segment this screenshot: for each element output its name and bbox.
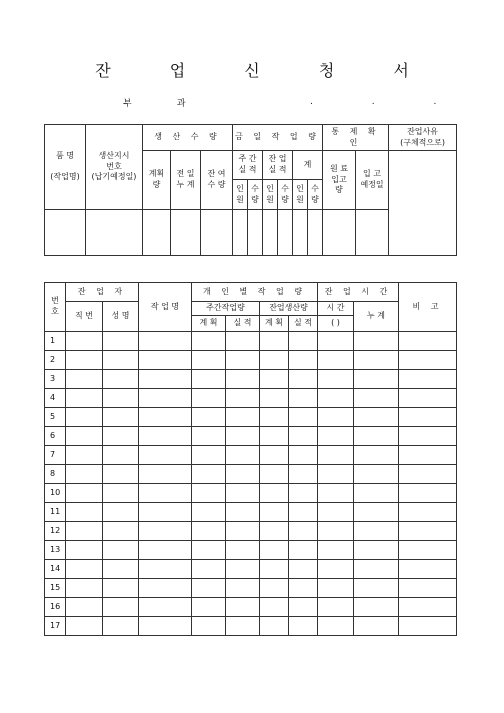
row-cell[interactable] — [139, 598, 192, 617]
row-number: 5 — [45, 408, 66, 427]
row-cell[interactable] — [354, 408, 399, 427]
row-cell[interactable] — [354, 522, 399, 541]
row-cell[interactable] — [318, 446, 354, 465]
row-cell[interactable] — [318, 503, 354, 522]
row-cell[interactable] — [103, 370, 139, 389]
row-cell[interactable] — [318, 389, 354, 408]
control-check-header: 통 제 확 인 — [323, 125, 389, 151]
row-cell[interactable] — [260, 579, 289, 598]
remarks-header: 비 고 — [399, 283, 457, 332]
row-cell[interactable] — [318, 370, 354, 389]
row-cell[interactable] — [260, 522, 289, 541]
total-header: 계 — [293, 151, 323, 180]
row-cell[interactable] — [66, 522, 103, 541]
row-cell[interactable] — [103, 351, 139, 370]
row-cell[interactable] — [192, 598, 226, 617]
row-cell[interactable] — [399, 484, 457, 503]
table-row — [45, 446, 457, 465]
row-cell[interactable] — [399, 370, 457, 389]
row-cell[interactable] — [354, 617, 399, 636]
table-row — [45, 332, 457, 351]
row-number: 14 — [45, 560, 66, 579]
production-order-header: 생산지시 번호 (납기예정일) — [86, 125, 143, 210]
date-dots: . . . — [310, 97, 465, 107]
day-plan-header: 계 획 — [192, 316, 226, 332]
row-cell[interactable] — [318, 351, 354, 370]
row-cell[interactable] — [139, 503, 192, 522]
row-cell[interactable] — [399, 617, 457, 636]
row-cell[interactable] — [260, 351, 289, 370]
row-cell[interactable] — [354, 484, 399, 503]
row-cell[interactable] — [103, 408, 139, 427]
overtime-reason-header: 잔업사유 (구체적으로) — [389, 125, 457, 151]
row-cell[interactable] — [66, 579, 103, 598]
table-row — [45, 370, 457, 389]
table-row — [45, 389, 457, 408]
row-cell[interactable] — [289, 427, 318, 446]
row-cell[interactable] — [226, 389, 260, 408]
row-cell[interactable] — [192, 389, 226, 408]
row-cell[interactable] — [260, 465, 289, 484]
prev-cumulative-header: 전 일 누 계 — [171, 151, 201, 210]
row-cell[interactable] — [399, 560, 457, 579]
cumulative-header: 누 계 — [354, 302, 399, 332]
row-cell[interactable] — [399, 579, 457, 598]
ot-qty-header: 수 량 — [278, 180, 293, 210]
row-cell[interactable] — [66, 617, 103, 636]
row-cell[interactable] — [103, 598, 139, 617]
row-cell[interactable] — [260, 370, 289, 389]
row-cell[interactable] — [66, 408, 103, 427]
material-in-qty-header: 원 료 입고 량 — [323, 151, 356, 210]
worker-name-header: 성 명 — [103, 302, 139, 332]
table-row — [45, 560, 457, 579]
row-cell[interactable] — [399, 598, 457, 617]
row-cell[interactable] — [399, 446, 457, 465]
row-cell[interactable] — [226, 503, 260, 522]
worker-table — [44, 282, 457, 636]
row-cell[interactable] — [103, 503, 139, 522]
row-cell[interactable] — [260, 598, 289, 617]
row-cell[interactable] — [66, 370, 103, 389]
row-cell[interactable] — [399, 465, 457, 484]
row-cell[interactable] — [289, 465, 318, 484]
row-cell[interactable] — [139, 617, 192, 636]
row-cell[interactable] — [103, 465, 139, 484]
ot-result-header: 실 적 — [289, 316, 318, 332]
row-cell[interactable] — [139, 522, 192, 541]
row-cell[interactable] — [66, 484, 103, 503]
item-name-header: 품 명 (작업명) — [45, 125, 86, 210]
row-cell[interactable] — [139, 370, 192, 389]
row-cell[interactable] — [318, 598, 354, 617]
row-cell[interactable] — [260, 408, 289, 427]
row-cell[interactable] — [192, 408, 226, 427]
row-cell[interactable] — [103, 446, 139, 465]
row-cell[interactable] — [139, 351, 192, 370]
row-number: 11 — [45, 503, 66, 522]
department-line — [123, 96, 185, 109]
row-cell[interactable] — [354, 332, 399, 351]
today-work-header: 금 일 작 업 량 — [233, 125, 323, 151]
row-cell[interactable] — [354, 465, 399, 484]
table-row — [45, 522, 457, 541]
row-cell[interactable] — [192, 522, 226, 541]
row-cell[interactable] — [289, 598, 318, 617]
row-cell[interactable] — [289, 617, 318, 636]
row-cell[interactable] — [192, 427, 226, 446]
row-cell[interactable] — [354, 446, 399, 465]
row-cell[interactable] — [289, 503, 318, 522]
production-qty-header: 생 산 수 량 — [143, 125, 233, 151]
row-cell[interactable] — [354, 351, 399, 370]
row-cell[interactable] — [289, 541, 318, 560]
row-cell[interactable] — [226, 598, 260, 617]
row-cell[interactable] — [260, 503, 289, 522]
row-cell[interactable] — [354, 503, 399, 522]
row-cell[interactable] — [318, 484, 354, 503]
row-cell[interactable] — [260, 541, 289, 560]
table-row — [45, 408, 457, 427]
row-cell[interactable] — [139, 579, 192, 598]
table-row — [45, 465, 457, 484]
row-cell[interactable] — [66, 351, 103, 370]
row-cell[interactable] — [260, 617, 289, 636]
row-cell[interactable] — [103, 560, 139, 579]
remaining-qty-header: 잔 여 수 량 — [201, 151, 233, 210]
overtime-production-header: 잔업생산량 — [260, 302, 318, 316]
row-number: 3 — [45, 370, 66, 389]
row-number: 6 — [45, 427, 66, 446]
row-cell[interactable] — [192, 446, 226, 465]
row-cell[interactable] — [260, 484, 289, 503]
row-cell[interactable] — [192, 617, 226, 636]
row-cell[interactable] — [226, 351, 260, 370]
row-cell[interactable] — [139, 541, 192, 560]
row-cell[interactable] — [318, 408, 354, 427]
row-cell[interactable] — [139, 560, 192, 579]
row-cell[interactable] — [354, 427, 399, 446]
row-cell[interactable] — [289, 560, 318, 579]
row-cell[interactable] — [289, 446, 318, 465]
arrival-date-header: 입 고 예정일 — [356, 151, 389, 210]
row-cell[interactable] — [318, 465, 354, 484]
worker-header: 잔 업 자 — [66, 283, 139, 302]
ot-plan-header: 계 획 — [260, 316, 289, 332]
table-row — [45, 351, 457, 370]
row-number: 12 — [45, 522, 66, 541]
row-cell[interactable] — [103, 579, 139, 598]
row-cell[interactable] — [354, 389, 399, 408]
row-cell[interactable] — [66, 332, 103, 351]
row-cell[interactable] — [289, 408, 318, 427]
row-cell[interactable] — [260, 427, 289, 446]
day-work-header: 주간작업량 — [192, 302, 260, 316]
row-cell[interactable] — [192, 503, 226, 522]
row-cell[interactable] — [226, 408, 260, 427]
row-cell[interactable] — [226, 541, 260, 560]
table-row — [45, 617, 457, 636]
row-cell[interactable] — [192, 541, 226, 560]
row-cell[interactable] — [318, 427, 354, 446]
row-cell[interactable] — [226, 332, 260, 351]
table-row — [45, 541, 457, 560]
table-row — [45, 484, 457, 503]
row-cell[interactable] — [192, 370, 226, 389]
row-number: 13 — [45, 541, 66, 560]
row-cell[interactable] — [103, 617, 139, 636]
row-cell[interactable] — [354, 370, 399, 389]
row-cell[interactable] — [66, 465, 103, 484]
row-cell[interactable] — [103, 389, 139, 408]
row-cell[interactable] — [226, 617, 260, 636]
row-cell[interactable] — [399, 351, 457, 370]
row-cell[interactable] — [354, 560, 399, 579]
row-cell[interactable] — [226, 484, 260, 503]
dept-label-gwa: 과 — [176, 99, 186, 109]
row-number: 2 — [45, 351, 66, 370]
table-row — [45, 503, 457, 522]
row-cell[interactable] — [260, 560, 289, 579]
row-cell[interactable] — [192, 579, 226, 598]
row-cell[interactable] — [260, 446, 289, 465]
row-number: 16 — [45, 598, 66, 617]
row-cell[interactable] — [289, 389, 318, 408]
day-result-header: 주 간 실 적 — [233, 151, 263, 180]
row-cell[interactable] — [66, 427, 103, 446]
total-personnel-header: 인 원 — [293, 180, 308, 210]
row-cell[interactable] — [226, 560, 260, 579]
row-cell[interactable] — [318, 522, 354, 541]
row-cell[interactable] — [354, 579, 399, 598]
hours-header: 시 간 — [318, 302, 354, 316]
row-cell[interactable] — [399, 408, 457, 427]
table-row — [45, 579, 457, 598]
task-name-header: 작 업 명 — [139, 283, 192, 332]
overtime-result-header: 잔 업 실 적 — [263, 151, 293, 180]
row-cell[interactable] — [226, 522, 260, 541]
row-number: 1 — [45, 332, 66, 351]
number-header: 번 호 — [45, 283, 66, 332]
row-cell[interactable] — [226, 579, 260, 598]
row-cell[interactable] — [192, 465, 226, 484]
production-table — [44, 124, 457, 256]
row-number: 7 — [45, 446, 66, 465]
row-number: 8 — [45, 465, 66, 484]
employee-id-header: 직 번 — [66, 302, 103, 332]
row-cell[interactable] — [226, 370, 260, 389]
row-cell[interactable] — [399, 522, 457, 541]
row-cell[interactable] — [139, 446, 192, 465]
dept-label-bu: 부 — [123, 99, 132, 109]
overtime-reason-cell[interactable] — [389, 151, 457, 256]
row-cell[interactable] — [66, 389, 103, 408]
row-cell[interactable] — [192, 351, 226, 370]
overtime-hours-header: 잔 업 시 간 — [318, 283, 399, 302]
row-cell[interactable] — [66, 541, 103, 560]
ot-personnel-header: 인 원 — [263, 180, 278, 210]
row-cell[interactable] — [318, 332, 354, 351]
row-cell[interactable] — [139, 465, 192, 484]
row-cell[interactable] — [103, 332, 139, 351]
row-cell[interactable] — [318, 560, 354, 579]
plan-qty-header: 계획 량 — [143, 151, 171, 210]
row-cell[interactable] — [226, 427, 260, 446]
row-cell[interactable] — [66, 598, 103, 617]
row-cell[interactable] — [192, 560, 226, 579]
row-cell[interactable] — [289, 332, 318, 351]
table-row — [45, 427, 457, 446]
row-cell[interactable] — [139, 427, 192, 446]
day-personnel-header: 인 원 — [233, 180, 248, 210]
row-cell[interactable] — [139, 484, 192, 503]
row-cell[interactable] — [399, 541, 457, 560]
row-number: 10 — [45, 484, 66, 503]
row-cell[interactable] — [399, 332, 457, 351]
row-number: 15 — [45, 579, 66, 598]
day-qty-header: 수 량 — [248, 180, 263, 210]
row-cell[interactable] — [192, 332, 226, 351]
row-cell[interactable] — [399, 503, 457, 522]
row-cell[interactable] — [103, 484, 139, 503]
row-cell[interactable] — [289, 370, 318, 389]
row-number: 4 — [45, 389, 66, 408]
row-cell[interactable] — [103, 541, 139, 560]
hours-paren: ( ) — [318, 316, 354, 332]
row-cell[interactable] — [318, 541, 354, 560]
row-cell[interactable] — [289, 351, 318, 370]
row-cell[interactable] — [399, 389, 457, 408]
row-cell[interactable] — [354, 598, 399, 617]
row-cell[interactable] — [260, 389, 289, 408]
row-cell[interactable] — [103, 522, 139, 541]
row-cell[interactable] — [226, 446, 260, 465]
row-cell[interactable] — [192, 484, 226, 503]
row-cell[interactable] — [289, 579, 318, 598]
individual-work-header: 개 인 별 작 업 량 — [192, 283, 318, 302]
row-number: 17 — [45, 617, 66, 636]
row-cell[interactable] — [318, 617, 354, 636]
row-cell[interactable] — [66, 503, 103, 522]
row-cell[interactable] — [399, 427, 457, 446]
row-cell[interactable] — [318, 579, 354, 598]
row-cell[interactable] — [354, 541, 399, 560]
total-qty-header: 수 량 — [308, 180, 323, 210]
row-cell[interactable] — [289, 484, 318, 503]
row-cell[interactable] — [139, 389, 192, 408]
row-cell[interactable] — [139, 408, 192, 427]
day-result-header: 실 적 — [226, 316, 260, 332]
row-cell[interactable] — [66, 560, 103, 579]
page-title: 잔 업 신 청 서 — [95, 61, 436, 80]
row-cell[interactable] — [226, 465, 260, 484]
table-row — [45, 598, 457, 617]
row-cell[interactable] — [66, 446, 103, 465]
row-cell[interactable] — [289, 522, 318, 541]
row-cell[interactable] — [260, 332, 289, 351]
row-cell[interactable] — [103, 427, 139, 446]
row-cell[interactable] — [139, 332, 192, 351]
